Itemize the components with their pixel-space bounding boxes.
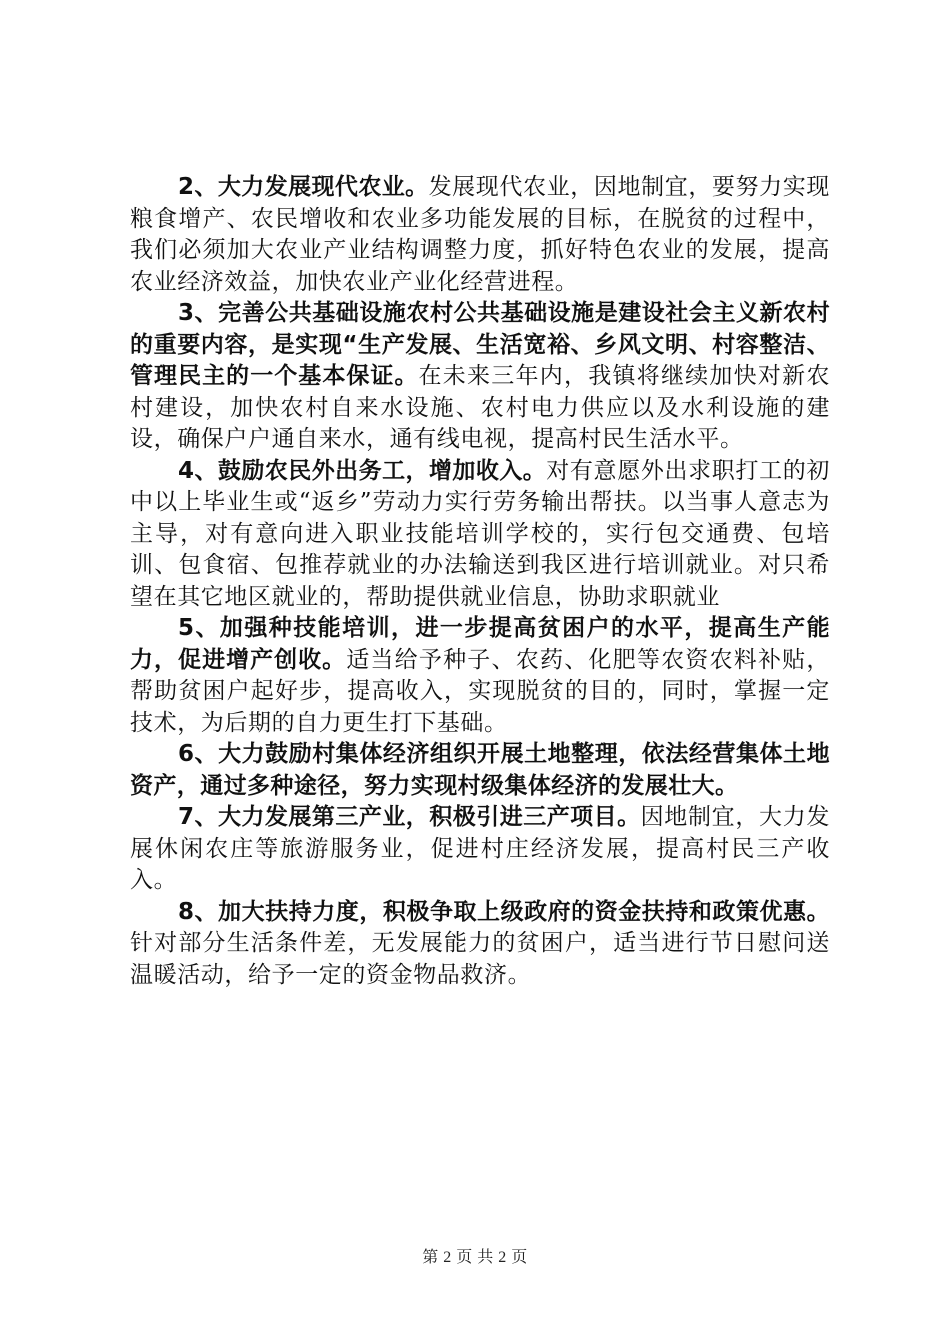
paragraph-text: 在未来三年内，我镇将继续加快对新农村建设，加快农村自来水设施、农村电力供应以及水利设施的建设，确保户户通自来水，通有线电视，提高村民生活水平。: [130, 363, 830, 452]
paragraph-text: 针对部分生活条件差，无发展能力的贫困户，适当进行节日慰问送温暖活动，给予一定的资金物品救济。: [130, 930, 830, 988]
paragraph-heading: 5、加强种技能培训，进一步提高贫困户的水平，提高生产能力，促进增产创收。: [130, 615, 830, 673]
paragraph-3: [130, 298, 830, 456]
paragraph-2: [130, 172, 830, 298]
paragraph-heading: 4、鼓励农民外出务工，增加收入。: [178, 457, 547, 484]
paragraph-text: 发展现代农业，因地制宜，要努力实现粮食增产、农民增收和农业多功能发展的目标，在脱贫的过程中，我们必须加大农业产业结构调整力度，抓好特色农业的发展，提高农业经济效益，加快农业产业化经营进程。: [130, 174, 830, 295]
paragraph-7: [130, 802, 830, 897]
paragraph-6: [130, 739, 830, 802]
paragraph-text: 因地制宜，大力发展休闲农庄等旅游服务业，促进村庄经济发展，提高村民三产收入。: [130, 804, 830, 893]
paragraph-4: [130, 456, 830, 614]
page-footer: [0, 1244, 950, 1267]
document-body: [130, 172, 830, 991]
paragraph-text: 对有意愿外出求职打工的初中以上毕业生或“返乡”劳动力实行劳务输出帮扶。以当事人意志为主导，对有意向进入职业技能培训学校的，实行包交通费、包培训、包食宿、包推荐就业的办法输送到我区进行培训就业。对只希望在其它地区就业的，帮助提供就业信息，协助求职就业: [130, 457, 831, 610]
paragraph-heading: 6、大力鼓励村集体经济组织开展土地整理，依法经营集体土地资产，通过多种途径，努力实现村级集体经济的发展壮大。: [130, 741, 830, 799]
paragraph-text: 适当给予种子、农药、化肥等农资农料补贴，帮助贫困户起好步，提高收入，实现脱贫的目的，同时，掌握一定技术，为后期的自力更生打下基础。: [130, 646, 831, 736]
paragraph-5: [130, 613, 830, 739]
paragraph-heading: 7、大力发展第三产业，积极引进三产项目。: [178, 804, 641, 830]
paragraph-heading: 8、加大扶持力度，积极争取上级政府的资金扶持和政策优惠。: [178, 898, 830, 925]
paragraph-8: [130, 897, 830, 992]
paragraph-heading: 2、大力发展现代农业。: [178, 174, 429, 200]
paragraph-heading: 3、完善公共基础设施农村公共基础设施是建设社会主义新农村的重要内容，是实现“生产发展、生活宽裕、乡风文明、村容整洁、管理民主的一个基本保证。: [130, 300, 830, 389]
page-number-label: 第 2 页 共 2 页: [422, 1249, 528, 1266]
